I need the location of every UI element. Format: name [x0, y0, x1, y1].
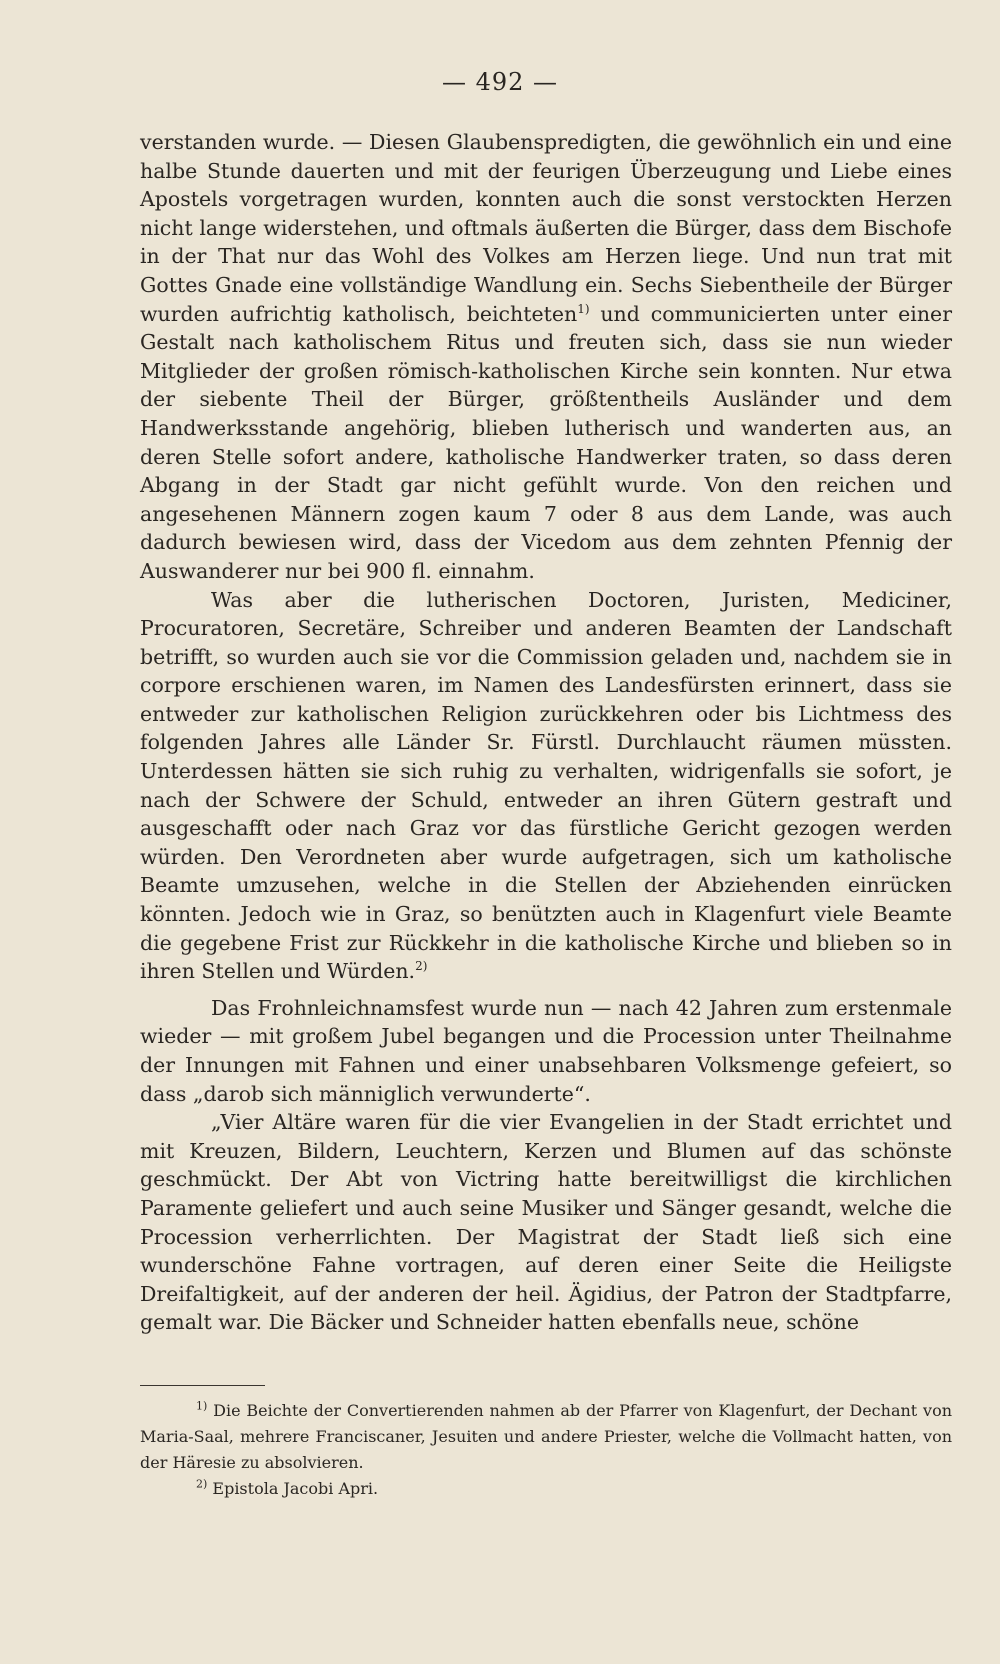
footnote-text: Die Beichte der Convertierenden nahmen ab der Pfarrer von Klagenfurt, der Dechant von Maria-Saal, mehrere Franciscaner, Jesuiten und andere Priester, welche die Vollmacht hatten, von der Häresie zu absolvieren. — [140, 1401, 953, 1472]
footnote-divider — [140, 1385, 265, 1386]
paragraph-text-part: verstanden wurde. — Diesen Glaubenspredigten, die gewöhnlich ein und eine halbe Stunde dauerten und mit der feurigen Überzeugung und Liebe eines Apostels vorgetragen wurden, konnten auch die sonst verstockten Herzen nicht lange widerstehen, und oftmals äußerten die Bürger, dass dem Bischofe in der That nur das Wohl des Volkes am Herzen liege. Und nun trat mit Gottes Gnade eine vollständige Wandlung ein. Sechs Siebentheile der Bürger wurden aufrichtig katholisch, beichteten — [140, 130, 952, 326]
footnote — [140, 1398, 952, 1476]
main-text — [140, 128, 952, 1337]
footnote-ref: 2) — [415, 959, 428, 974]
paragraph: Das Frohnleichnamsfest wurde nun — nach 42 Jahren zum erstenmale wieder — mit großem Jubel begangen und die Procession unter Theilnahme der Innungen mit Fahnen und einer unabsehbaren Volksmenge gefeiert, so dass „darob sich männiglich verwunderte“. — [140, 995, 952, 1106]
paragraph-text-part: und communicierten unter einer Gestalt nach katholischem Ritus und freuten sich, dass sie nun wieder Mitglieder der großen römisch-katholischen Kirche sein konnten. Nur etwa der siebente Theil der Bürger, größtentheils Ausländer und dem Handwerksstande angehörig, blieben lutherisch und wanderten aus, an deren Stelle sofort andere, katholische Handwerker traten, so dass deren Abgang in der Stadt gar nicht gefühlt wurde. Von den reichen und angesehenen Männern zogen kaum 7 oder 8 aus dem Lande, was auch dadurch bewiesen wird, dass der Vicedom aus dem zehnten Pfennig der Auswanderer nur bei 900 fl. einnahm. — [140, 301, 952, 583]
paragraph-text: Was aber die lutherischen Doctoren, Juristen, Mediciner, Procuratoren, Secretäre, Schreiber und anderen Beamten der Landschaft betrifft, so wurden auch sie vor die Commission geladen und, nachdem sie in corpore erschienen waren, im Namen des Landesfürsten erinnert, dass sie entweder zur katholischen Religion zurückkehren oder bis Lichtmess des folgenden Jahres alle Länder Sr. Fürstl. Durchlaucht räumen müssten. Unterdessen hätten sie sich ruhig zu verhalten, widrigenfalls sie sofort, je nach der Schwere der Schuld, entweder an ihren Gütern gestraft und ausgeschafft oder nach Graz vor das fürstliche Gericht gezogen werden würden. Den Verordneten aber wurde aufgetragen, sich um katholische Beamte umzusehen, welche in die Stellen der Abziehenden einrücken könnten. Jedoch wie in Graz, so benützten auch in Klagenfurt viele Beamte die gegebene Frist zur Rückkehr in die katholische Kirche und blieben so in ihren Stellen und Würden. — [140, 587, 952, 984]
footnotes — [140, 1398, 952, 1502]
paragraph — [140, 128, 952, 586]
page-number: — 492 — — [441, 68, 559, 96]
footnote-mark: 2) — [196, 1477, 208, 1491]
footnote-mark: 1) — [196, 1399, 208, 1413]
footnote-text: Epistola Jacobi Apri. — [212, 1479, 379, 1498]
paragraph: „Vier Altäre waren für die vier Evangelien in der Stadt errichtet und mit Kreuzen, Bildern, Leuchtern, Kerzen und Blumen auf das schönste geschmückt. Der Abt von Victring hatte bereitwilligst die kirchlichen Paramente geliefert und auch seine Musiker und Sänger gesandt, welche die Procession verherrlichten. Der Magistrat der Stadt ließ sich eine wunderschöne Fahne vortragen, auf deren einer Seite die Heiligste Dreifaltigkeit, auf der anderen der heil. Ägidius, der Patron der Stadtpfarre, gemalt war. Die Bäcker und Schneider hatten ebenfalls neue, schöne — [140, 1110, 952, 1335]
footnote-ref: 1) — [577, 301, 590, 316]
footnote — [140, 1476, 952, 1502]
paragraph — [140, 586, 952, 986]
